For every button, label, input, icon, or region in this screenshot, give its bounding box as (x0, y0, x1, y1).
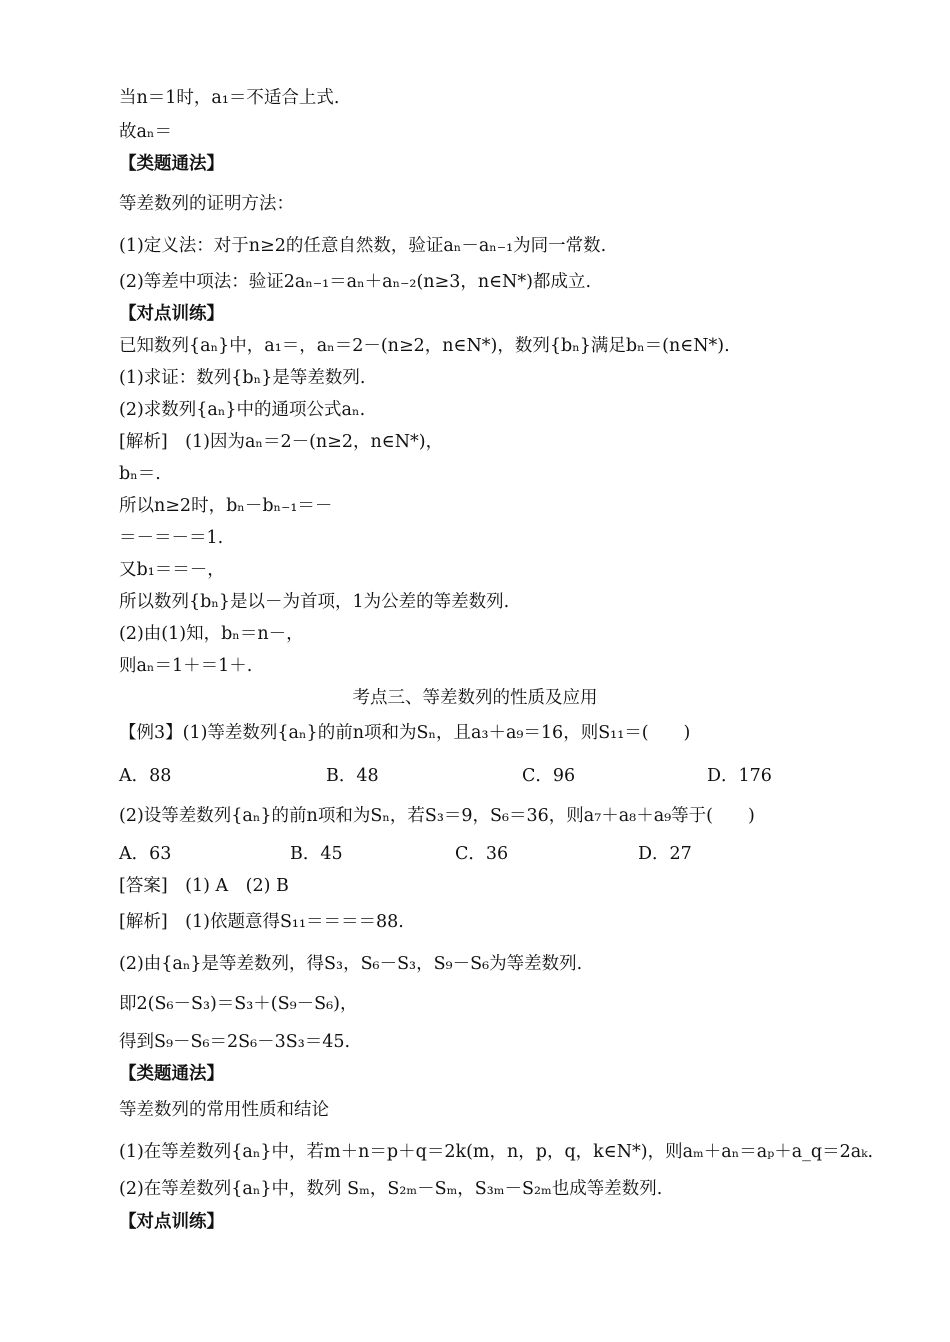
text-line: (2)等差中项法：验证2aₙ₋₁＝aₙ＋aₙ₋₂(n≥3，n∈N*)都成立. (119, 272, 592, 292)
option-c: C．96 (522, 766, 576, 786)
section-heading: 【对点训练】 (119, 304, 224, 324)
option-b: B．45 (290, 844, 343, 864)
example-question: (2)设等差数列{aₙ}的前n项和为Sₙ，若S₃＝9，S₆＝36，则a₇＋a₈＋a₉等于( ) (119, 806, 755, 826)
answer-line: [答案] (1) A (2) B (119, 876, 289, 896)
text-line: 等差数列的证明方法： (119, 194, 294, 214)
solution-line: 即2(S₆－S₃)＝S₃＋(S₉－S₆)， (119, 994, 358, 1014)
text-line: (1)在等差数列{aₙ}中，若m＋n＝p＋q＝2k(m，n，p，q，k∈N*)，则aₘ＋aₙ＝aₚ＋a_q＝2aₖ. (119, 1142, 874, 1162)
option-b: B．48 (326, 766, 379, 786)
solution-line: (2)由{aₙ}是等差数列，得S₃，S₆－S₃，S₉－S₆为等差数列. (119, 954, 583, 974)
solution-line: bₙ＝. (119, 464, 161, 484)
solution-line: [解析] (1)因为aₙ＝2－(n≥2，n∈N*)， (119, 432, 444, 452)
section-heading: 【类题通法】 (119, 1064, 224, 1084)
option-a: A．63 (119, 844, 172, 864)
text-line: (1)求证：数列{bₙ}是等差数列. (119, 368, 366, 388)
problem-statement: 已知数列{aₙ}中，a₁＝，aₙ＝2－(n≥2，n∈N*)，数列{bₙ}满足bₙ＝(n∈N*). (119, 336, 730, 356)
example-question: 【例3】(1)等差数列{aₙ}的前n项和为Sₙ，且a₃＋a₉＝16，则S₁₁＝( ) (119, 723, 691, 743)
solution-line: (2)由(1)知，bₙ＝n－， (119, 624, 304, 644)
solution-line: 所以n≥2时，bₙ－bₙ₋₁＝－ (119, 496, 333, 516)
text-line: 等差数列的常用性质和结论 (119, 1100, 329, 1120)
text-line: 当n＝1时，a₁＝不适合上式. (119, 88, 340, 108)
option-d: D．27 (638, 844, 692, 864)
text-line: (2)求数列{aₙ}中的通项公式aₙ. (119, 400, 366, 420)
text-line: (2)在等差数列{aₙ}中，数列 Sₘ，S₂ₘ－Sₘ，S₃ₘ－S₂ₘ也成等差数列. (119, 1179, 663, 1199)
solution-line: 则aₙ＝1＋＝1＋. (119, 656, 253, 676)
solution-line: [解析] (1)依题意得S₁₁＝＝＝＝88. (119, 912, 404, 932)
option-d: D．176 (707, 766, 772, 786)
section-heading: 【类题通法】 (119, 154, 224, 174)
solution-line: ＝－＝－＝1. (119, 528, 224, 548)
option-a: A．88 (119, 766, 172, 786)
section-heading: 【对点训练】 (119, 1212, 224, 1232)
section-title: 考点三、等差数列的性质及应用 (352, 688, 598, 708)
text-line: 故aₙ＝ (119, 122, 173, 142)
solution-line: 又b₁＝＝－， (119, 560, 225, 580)
solution-line: 得到S₉－S₆＝2S₆－3S₃＝45. (119, 1032, 351, 1052)
solution-line: 所以数列{bₙ}是以－为首项，1为公差的等差数列. (119, 592, 510, 612)
text-line: (1)定义法：对于n≥2的任意自然数，验证aₙ－aₙ₋₁为同一常数. (119, 236, 607, 256)
option-c: C．36 (455, 844, 509, 864)
